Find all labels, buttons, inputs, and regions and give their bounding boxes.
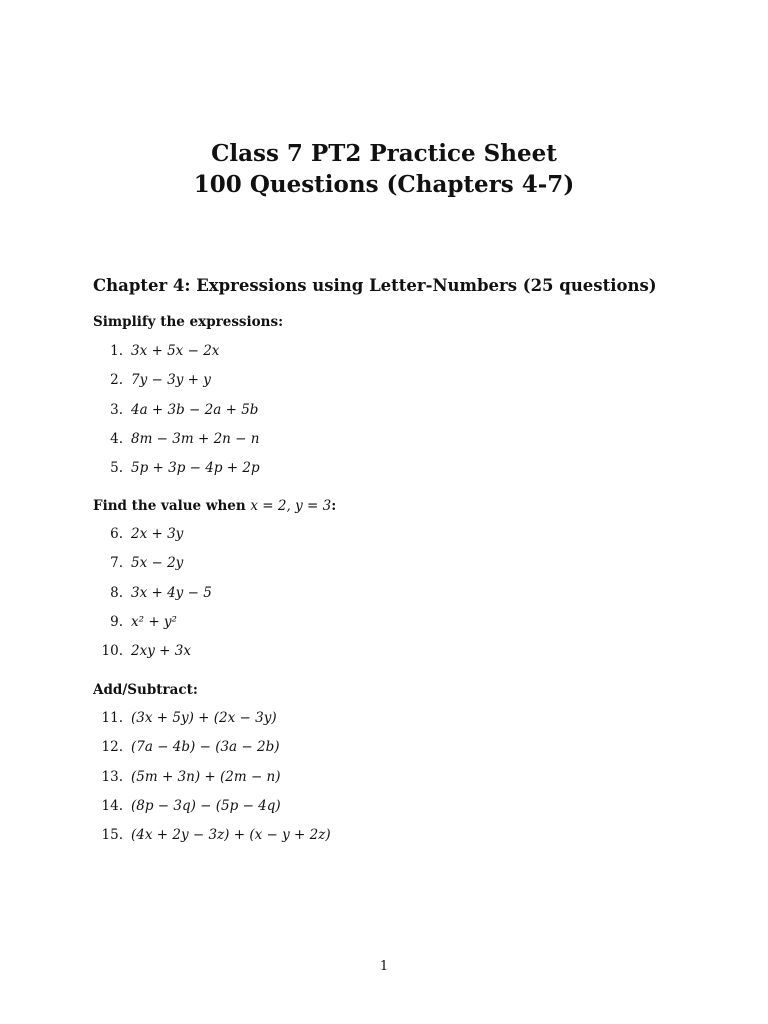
document-title — [0, 138, 768, 200]
question-expression: 3x + 5x − 2x — [131, 343, 220, 359]
question-expression: 4a + 3b − 2a + 5b — [131, 401, 259, 418]
section-label — [93, 497, 336, 515]
question-expression: (5m + 3n) + (2m − n) — [131, 768, 281, 785]
question-number: 8. — [110, 584, 123, 601]
question-expression: 5p + 3p − 4p + 2p — [131, 460, 260, 477]
question-list — [93, 525, 336, 671]
question-item — [93, 371, 283, 400]
question-number: 4. — [110, 430, 123, 447]
question-item — [93, 401, 283, 430]
question-number: 7. — [110, 555, 123, 572]
question-number: 1. — [110, 343, 123, 359]
question-number: 15. — [101, 827, 123, 844]
question-item — [93, 554, 336, 583]
question-expression: (3x + 5y) + (2x − 3y) — [131, 710, 277, 726]
question-item — [93, 738, 280, 767]
question-number: 11. — [101, 710, 123, 726]
section-label: Simplify the expressions: — [93, 314, 284, 330]
page-number: 1 — [379, 959, 389, 974]
section-add-subtract — [93, 681, 331, 855]
chapter-heading: Chapter 4: Expressions using Letter-Numbers (25 questions) — [93, 276, 657, 295]
question-item — [93, 430, 283, 459]
question-number: 6. — [110, 526, 123, 542]
question-number: 2. — [110, 372, 123, 389]
question-list — [93, 709, 331, 855]
question-number: 12. — [101, 739, 123, 756]
question-number: 5. — [110, 460, 123, 477]
section-simplify — [93, 313, 283, 488]
question-item — [93, 826, 331, 855]
section-label-condition: x = 2, y = 3 — [250, 498, 332, 514]
question-expression: (4x + 2y − 3z) + (x − y + 2z) — [131, 827, 331, 844]
title-line-1: Class 7 PT2 Practice Sheet — [211, 140, 557, 167]
question-expression: (7a − 4b) − (3a − 2b) — [131, 739, 280, 756]
question-expression: 5x − 2y — [131, 555, 184, 572]
question-item — [93, 525, 336, 554]
section-label-colon: : — [331, 498, 337, 514]
section-evaluate — [93, 497, 336, 671]
question-number: 3. — [110, 401, 123, 418]
title-line-2: 100 Questions (Chapters 4-7) — [193, 171, 575, 198]
question-expression: x² + y² — [131, 613, 177, 630]
question-item — [93, 613, 336, 642]
question-number: 10. — [101, 643, 123, 660]
question-item — [93, 642, 336, 671]
question-expression: 2xy + 3x — [131, 643, 191, 660]
question-expression: (8p − 3q) − (5p − 4q) — [131, 797, 281, 814]
question-item — [93, 459, 283, 488]
question-number: 14. — [101, 797, 123, 814]
section-label-text: Find the value when — [93, 498, 246, 514]
question-item — [93, 709, 277, 738]
question-item — [93, 342, 283, 371]
question-item — [93, 584, 336, 613]
question-expression: 2x + 3y — [131, 526, 184, 542]
question-expression: 7y − 3y + y — [131, 372, 211, 389]
question-expression: 3x + 4y − 5 — [131, 584, 212, 601]
question-number: 13. — [101, 768, 123, 785]
question-item — [93, 797, 281, 826]
question-list — [93, 342, 283, 488]
question-number: 9. — [110, 613, 123, 630]
section-label: Add/Subtract: — [93, 682, 198, 698]
question-expression: 8m − 3m + 2n − n — [131, 430, 260, 447]
question-item — [93, 768, 281, 797]
